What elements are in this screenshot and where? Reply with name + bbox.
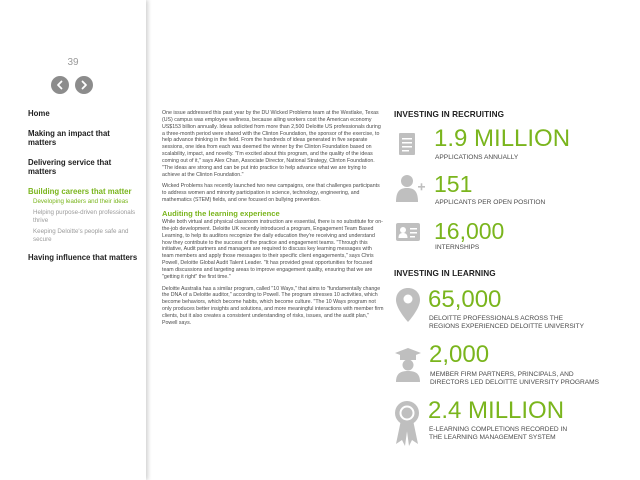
sidebar-item-having-influence[interactable]: Having influence that matters	[28, 253, 138, 263]
stat-label: INTERNSHIPS	[435, 244, 480, 251]
document-list-icon	[399, 133, 415, 155]
stat-internships	[394, 217, 634, 257]
stat-label: THE LEARNING MANAGEMENT SYSTEM	[429, 434, 556, 441]
award-ribbon-icon	[394, 400, 420, 446]
next-page-button[interactable]	[75, 76, 93, 94]
sidebar	[0, 0, 146, 480]
stat-number: 2,000	[429, 341, 490, 368]
article-body	[162, 110, 384, 332]
stat-leaders	[394, 342, 634, 394]
chevron-right-icon	[79, 80, 89, 90]
subnav-item-developing-leaders[interactable]: Developing leaders and their ideas	[33, 198, 129, 205]
sidebar-subnav	[33, 198, 140, 243]
stat-number: 2.4 MILLION	[428, 397, 565, 424]
chevron-left-icon	[55, 80, 65, 90]
sidebar-item-delivering-service[interactable]: Delivering service that matters	[28, 157, 112, 176]
stat-label: MEMBER FIRM PARTNERS, PRINCIPALS, AND	[430, 371, 574, 378]
stat-number: 65,000	[428, 286, 502, 313]
article-paragraph: One issue addressed this past year by the DU Wicked Problems team at the Westlake, Texas (US) campus was employee wellness, because ailing workers cost the American economy US$153 billion annually. Ideas solicited from more than 2,500 Deloitte US professionals during a three-month period were shared with the Clinton Foundation, the sponsor of the exercise, to help advance thinking in the field. From the hundreds of ideas generated in five separate sessions, one idea from each was deemed the winner by the Clinton Foundation based on scalability, impact, and novelty. "I'm excited about this program, and the quality of the ideas coming out of it," says Alex Chan, Associate Director, National Strategy, Clinton Foundation. "The ideas are strong and can be put into practice to help advance what we are trying to achieve at the Clinton Foundation."	[162, 110, 381, 178]
subnav-item-purpose-driven[interactable]: Helping purpose-driven professionals thrive	[33, 209, 136, 224]
sidebar-nav	[28, 109, 140, 273]
article-paragraph: Deloitte Australia has a similar program, called "10 Ways," that aims to "fundamentally change the DNA of a Deloitte auditor," according to Powell. The program stresses 10 activities, which become behaviors, which become habits, which become culture. "The 10 Ways program not only produces better insights and solutions, and more meaningful interactions with member firm clients, but it also creates a consistent understanding of risks, issues, and the audit plan," Powell says.	[162, 285, 384, 326]
map-pin-icon	[396, 288, 420, 322]
previous-page-button[interactable]	[51, 76, 69, 94]
stat-applicants	[394, 171, 634, 214]
add-person-icon	[396, 174, 426, 202]
sidebar-item-building-careers[interactable]: Building careers that matter	[28, 186, 132, 196]
id-card-icon	[396, 223, 420, 241]
stat-number: 1.9 MILLION	[434, 125, 571, 152]
learning-heading: INVESTING IN LEARNING	[394, 269, 496, 278]
stat-label: DIRECTORS LED DELOITTE UNIVERSITY PROGRAMS	[430, 379, 600, 386]
stat-number: 151	[434, 171, 473, 197]
stat-elearning	[394, 398, 634, 458]
stat-label: REGIONS EXPERIENCED DELOITTE UNIVERSITY	[429, 323, 584, 330]
sidebar-item-home[interactable]: Home	[28, 109, 50, 118]
stat-professionals	[394, 286, 634, 338]
stat-label: APPLICATIONS ANNUALLY	[435, 154, 519, 161]
stat-label: DELOITTE PROFESSIONALS ACROSS THE	[429, 315, 563, 322]
page-number: 39	[67, 57, 79, 68]
graduate-icon	[394, 346, 422, 382]
subnav-item-safe-secure[interactable]: Keeping Deloitte's people safe and secure	[33, 228, 129, 243]
recruiting-heading: INVESTING IN RECRUITING	[394, 110, 505, 119]
stat-label: APPLICANTS PER OPEN POSITION	[435, 199, 546, 206]
article-paragraph: While both virtual and physical classroom instruction are essential, there is no substitute for on-the-job development. Deloitte UK recently introduced a program, Engagement Team Based Learning, to help its auditors recognize the daily education they're receiving and understand how they contribute to the success of the practice and engagement teams. "Through this initiative, Audit partners and managers are required to discuss key learning messages with team members and apply those messages to their specific client engagements," says Chris Powell, Deloitte Global Audit Talent Leader. "It has provided great opportunities for focused team discussions and targeting areas to improve engagement quality, ensuring that we are "getting it right" the first time."	[162, 218, 383, 280]
article-paragraph: Wicked Problems has recently launched two new campaigns, one that challenges participants to address women and minority participation in science, technology, engineering, and mathematics (STEM) fields, and one focused on bullying prevention.	[162, 183, 380, 204]
page-navigation	[51, 76, 93, 94]
stat-number: 16,000	[434, 218, 505, 244]
article-subheading: Auditing the learning experience	[162, 208, 280, 218]
stat-applications	[394, 125, 634, 168]
stat-label: E-LEARNING COMPLETIONS RECORDED IN	[429, 426, 568, 433]
sidebar-item-making-an-impact[interactable]: Making an impact that matters	[28, 128, 110, 147]
